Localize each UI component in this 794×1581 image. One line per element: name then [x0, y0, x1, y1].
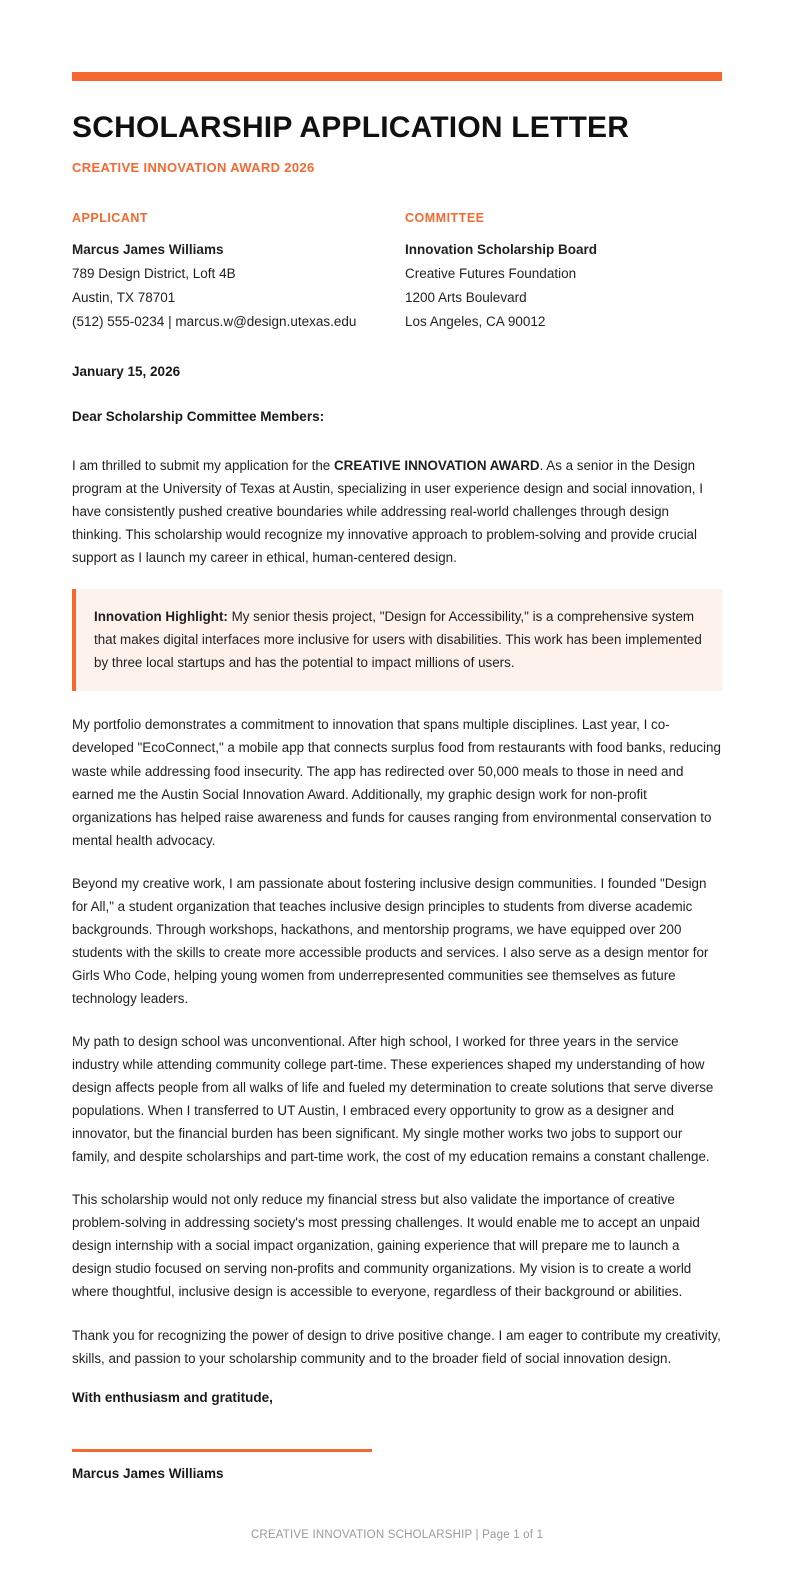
letter-date: January 15, 2026: [72, 364, 181, 380]
letter-salutation: Dear Scholarship Committee Members:: [72, 409, 325, 425]
document-subtitle: CREATIVE INNOVATION AWARD 2026: [72, 160, 315, 175]
applicant-address-line-1: 789 Design District, Loft 4B: [72, 266, 236, 282]
page-title: SCHOLARSHIP APPLICATION LETTER: [72, 111, 630, 144]
applicant-label: APPLICANT: [72, 211, 149, 225]
header-accent-rule: [72, 72, 722, 81]
body-paragraph-1: [72, 454, 722, 569]
body-paragraph-2: My portfolio demonstrates a commitment to innovation that spans multiple disciplines. Last year, I co-developed "EcoConnect," a mobile app that connects surplus food from restaurants with food banks, reducing waste while addressing food insecurity. The app has redirected over 50,000 meals to those in need and earned me the Austin Social Innovation Award. Additionally, my graphic design work for non-profit organizations has helped raise awareness and funds for causes ranging from environmental conservation to mental health advocacy.: [72, 717, 721, 848]
address-row: [72, 211, 722, 334]
committee-organization: Creative Futures Foundation: [405, 266, 577, 282]
body-paragraph-5: This scholarship would not only reduce my financial stress but also validate the importance of creative problem-solving in addressing society's most pressing challenges. It would enable me to accept an unpaid design internship with a social impact organization, gaining experience that will prepare me to launch a design studio focused on serving non-profits and community organizations. My vision is to create a world where thoughtful, inclusive design is accessible to everyone, regardless of their background or abilities.: [72, 1192, 700, 1300]
applicant-name: Marcus James Williams: [72, 242, 224, 257]
award-name-emphasis: CREATIVE INNOVATION AWARD: [333, 458, 540, 474]
committee-name: Innovation Scholarship Board: [405, 242, 598, 257]
signature-block: [72, 1449, 722, 1481]
committee-label: COMMITTEE: [405, 211, 485, 225]
committee-address-line-1: 1200 Arts Boulevard: [405, 290, 527, 306]
paragraph-1-post: . As a senior in the Design program at the University of Texas at Austin, specializing in user experience design and social innovation, I have consistently pushed creative boundaries while addressing real-world challenges through design thinking. This scholarship would recognize my innovative approach to problem-solving and provide crucial support as I launch my career in ethical, human-centered design.: [72, 458, 703, 566]
letter-closing: With enthusiasm and gratitude,: [72, 1389, 273, 1405]
innovation-highlight-callout: [72, 589, 722, 691]
callout-label: Innovation Highlight:: [94, 609, 228, 625]
committee-address-line-2: Los Angeles, CA 90012: [405, 314, 546, 330]
signature-name: Marcus James Williams: [72, 1465, 224, 1481]
applicant-contact: (512) 555-0234 | marcus.w@design.utexas.edu: [72, 314, 357, 330]
applicant-block: [72, 211, 405, 334]
page-footer: CREATIVE INNOVATION SCHOLARSHIP | Page 1 of 1: [250, 1528, 544, 1541]
committee-block: [405, 211, 738, 334]
paragraph-1-pre: I am thrilled to submit my application for the: [72, 458, 334, 474]
body-paragraph-4: My path to design school was unconventional. After high school, I worked for three years in the service industry while attending community college part-time. These experiences shaped my understanding of how design affects people from all walks of life and fueled my determination to create solutions that serve diverse populations. When I transferred to UT Austin, I embraced every opportunity to grow as a designer and innovator, but the financial burden has been significant. My single mother works two jobs to support our family, and despite scholarships and part-time work, the cost of my education remains a constant challenge.: [72, 1034, 714, 1165]
callout-text: My senior thesis project, "Design for Accessibility," is a comprehensive system that makes digital interfaces more inclusive for users with disabilities. This work has been implemented by three local startups and has the potential to impact millions of users.: [94, 609, 702, 671]
body-paragraph-6: Thank you for recognizing the power of design to drive positive change. I am eager to contribute my creativity, skills, and passion to your scholarship community and to the broader field of social innovation design.: [72, 1327, 721, 1366]
signature-line: [72, 1449, 372, 1452]
body-paragraph-3: Beyond my creative work, I am passionate about fostering inclusive design communities. I founded "Design for All," a student organization that teaches inclusive design principles to students from diverse academic backgrounds. Through workshops, hackathons, and mentorship programs, we have equipped over 200 students with the skills to create more accessible products and services. I also serve as a design mentor for Girls Who Code, helping young women from underrepresented communities see themselves as future technology leaders.: [72, 875, 709, 1006]
applicant-address-line-2: Austin, TX 78701: [72, 290, 176, 306]
